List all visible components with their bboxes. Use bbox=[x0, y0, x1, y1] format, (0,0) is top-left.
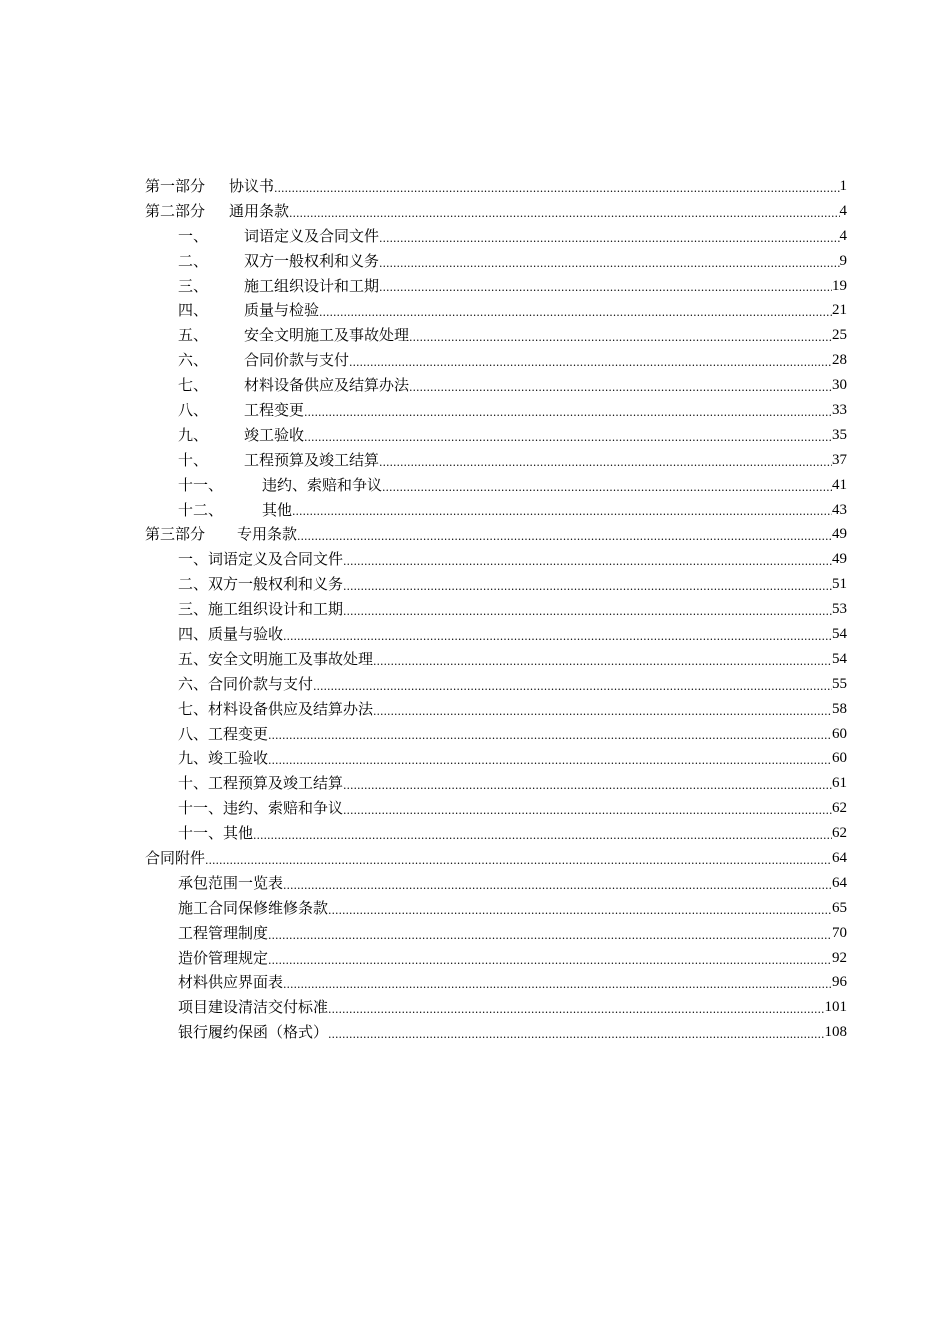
toc-page-number: 62 bbox=[832, 825, 847, 842]
toc-leader bbox=[379, 452, 832, 473]
toc-entry-number: 三、 bbox=[178, 276, 209, 295]
toc-page-number: 30 bbox=[832, 377, 847, 394]
toc-leader bbox=[319, 302, 832, 323]
toc-page-number: 33 bbox=[832, 402, 847, 418]
toc-entry-number: 第三部分 bbox=[145, 525, 206, 544]
toc-page-number: 19 bbox=[832, 277, 847, 294]
toc-entry-title: 六、合同价款与支付 bbox=[178, 674, 314, 693]
toc-entry-title: 项目建设清洁交付标准 bbox=[178, 998, 329, 1017]
toc-entry[interactable] bbox=[145, 373, 847, 398]
toc-page-number: 53 bbox=[832, 601, 847, 618]
toc-entry[interactable] bbox=[145, 1020, 847, 1045]
toc-entry-number: 十、 bbox=[178, 450, 209, 469]
toc-leader bbox=[268, 925, 832, 946]
toc-leader bbox=[373, 651, 832, 672]
toc-page-number: 65 bbox=[832, 899, 847, 916]
toc-entry-title: 词语定义及合同文件 bbox=[244, 226, 380, 245]
toc-leader bbox=[283, 626, 832, 647]
toc-page-number: 51 bbox=[832, 576, 847, 593]
toc-leader bbox=[283, 974, 832, 995]
toc-entry[interactable] bbox=[145, 298, 847, 323]
toc-entry-title: 七、材料设备供应及结算办法 bbox=[178, 699, 374, 718]
toc-leader bbox=[379, 253, 839, 274]
toc-entry[interactable] bbox=[145, 722, 847, 747]
toc-entry-number: 七、 bbox=[178, 376, 209, 395]
toc-page-number: 9 bbox=[839, 252, 847, 269]
toc-entry[interactable] bbox=[145, 498, 847, 523]
toc-entry[interactable] bbox=[145, 597, 847, 622]
toc-entry-title: 合同价款与支付 bbox=[244, 351, 350, 370]
toc-page-number: 62 bbox=[832, 800, 847, 817]
toc-entry-number: 九、 bbox=[178, 425, 209, 444]
toc-entry-title: 四、质量与验收 bbox=[178, 625, 284, 644]
toc-leader bbox=[274, 178, 839, 199]
toc-entry[interactable] bbox=[145, 249, 847, 274]
toc-entry-title: 施工组织设计和工期 bbox=[244, 276, 380, 295]
toc-entry-title: 九、竣工验收 bbox=[178, 749, 269, 768]
toc-entry[interactable] bbox=[145, 224, 847, 249]
toc-page-number: 101 bbox=[824, 999, 847, 1016]
toc-leader bbox=[304, 402, 832, 423]
toc-page-number: 61 bbox=[832, 775, 847, 792]
toc-entry-title: 造价管理规定 bbox=[178, 948, 269, 967]
toc-entry[interactable] bbox=[145, 946, 847, 971]
toc-entry-number: 六、 bbox=[178, 351, 209, 370]
toc-entry[interactable] bbox=[145, 423, 847, 448]
toc-entry-number: 二、 bbox=[178, 251, 209, 270]
toc-page-number: 54 bbox=[832, 650, 847, 667]
toc-entry-title: 银行履约保函（格式） bbox=[178, 1023, 329, 1042]
toc-page-number: 60 bbox=[832, 725, 847, 742]
toc-entry-title: 十一、违约、索赔和争议 bbox=[178, 799, 344, 818]
toc-entry[interactable] bbox=[145, 547, 847, 572]
toc-leader bbox=[205, 850, 832, 871]
toc-leader bbox=[409, 377, 832, 398]
toc-entry-appendix[interactable] bbox=[145, 846, 847, 871]
toc-page-number: 49 bbox=[832, 551, 847, 568]
toc-entry[interactable] bbox=[145, 796, 847, 821]
toc-page-number: 108 bbox=[824, 1024, 847, 1041]
toc-leader bbox=[343, 775, 832, 796]
toc-entry[interactable] bbox=[145, 323, 847, 348]
toc-page-number: 55 bbox=[832, 675, 847, 692]
toc-leader bbox=[268, 950, 832, 971]
toc-leader bbox=[379, 228, 839, 249]
toc-entry[interactable] bbox=[145, 672, 847, 697]
toc-entry-number: 十一、 bbox=[178, 475, 224, 494]
toc-page-number: 70 bbox=[832, 924, 847, 941]
toc-page-number: 4 bbox=[839, 227, 847, 244]
toc-page-number: 92 bbox=[832, 949, 847, 966]
toc-leader bbox=[328, 999, 824, 1020]
toc-entry-title: 安全文明施工及事故处理 bbox=[244, 326, 410, 345]
toc-leader bbox=[253, 825, 832, 846]
toc-page-number: 54 bbox=[832, 626, 847, 643]
toc-page-number: 35 bbox=[832, 426, 847, 443]
toc-entry-title: 工程预算及竣工结算 bbox=[244, 450, 380, 469]
toc-page-number: 25 bbox=[832, 327, 847, 344]
toc-entry-title: 质量与检验 bbox=[244, 301, 320, 320]
toc-entry[interactable] bbox=[145, 871, 847, 896]
toc-leader bbox=[343, 601, 832, 622]
toc-entry-number: 八、 bbox=[178, 401, 209, 419]
toc-entry[interactable] bbox=[145, 448, 847, 473]
toc-entry[interactable] bbox=[145, 971, 847, 996]
toc-leader bbox=[379, 277, 832, 298]
toc-leader bbox=[289, 203, 839, 224]
toc-page-number: 64 bbox=[832, 850, 847, 867]
toc-entry-part1[interactable] bbox=[145, 174, 847, 199]
toc-entry-number: 第二部分 bbox=[145, 201, 206, 220]
toc-entry[interactable] bbox=[145, 771, 847, 796]
toc-entry[interactable] bbox=[145, 697, 847, 722]
toc-entry[interactable] bbox=[145, 622, 847, 647]
toc-leader bbox=[304, 427, 832, 448]
toc-entry[interactable] bbox=[145, 348, 847, 373]
toc-leader bbox=[283, 875, 832, 896]
toc-entry-number: 一、 bbox=[178, 226, 209, 245]
toc-leader bbox=[313, 676, 832, 697]
toc-leader bbox=[268, 750, 832, 771]
toc-leader bbox=[343, 576, 832, 597]
toc-entry-title: 承包范围一览表 bbox=[178, 873, 284, 892]
toc-entry-title: 工程管理制度 bbox=[178, 923, 269, 942]
toc-entry[interactable] bbox=[145, 746, 847, 771]
toc-leader bbox=[292, 501, 832, 522]
toc-leader bbox=[409, 327, 832, 348]
toc-leader bbox=[373, 701, 832, 722]
toc-entry-title: 通用条款 bbox=[229, 201, 290, 220]
toc-entry-title: 合同附件 bbox=[145, 849, 206, 868]
toc-entry-title: 三、施工组织设计和工期 bbox=[178, 600, 344, 619]
toc-entry-title: 十、工程预算及竣工结算 bbox=[178, 774, 344, 793]
toc-entry-title: 工程变更 bbox=[244, 401, 305, 419]
toc-page-number: 49 bbox=[832, 526, 847, 543]
toc-entry[interactable] bbox=[145, 821, 847, 846]
toc-entry-title: 专用条款 bbox=[237, 525, 298, 544]
toc-entry[interactable] bbox=[145, 921, 847, 946]
toc-leader bbox=[328, 1024, 824, 1045]
toc-entry-part3[interactable] bbox=[145, 522, 847, 547]
toc-entry-title: 二、双方一般权利和义务 bbox=[178, 575, 344, 594]
toc-leader bbox=[343, 551, 832, 572]
toc-leader bbox=[297, 526, 832, 547]
toc-leader bbox=[382, 477, 832, 498]
toc-entry-number: 第一部分 bbox=[145, 176, 206, 195]
toc-entry-number: 十二、 bbox=[178, 500, 224, 519]
toc-leader bbox=[328, 900, 832, 921]
toc-leader bbox=[343, 800, 832, 821]
toc-entry[interactable] bbox=[145, 398, 847, 423]
toc-page-number: 43 bbox=[832, 501, 847, 518]
toc-entry[interactable] bbox=[145, 473, 847, 498]
toc-entry[interactable] bbox=[145, 647, 847, 672]
toc-entry-title: 十一、其他 bbox=[178, 824, 254, 843]
table-of-contents bbox=[145, 174, 847, 1045]
toc-entry-title: 协议书 bbox=[229, 176, 275, 195]
toc-entry-title: 双方一般权利和义务 bbox=[244, 251, 380, 270]
toc-entry-title: 竣工验收 bbox=[244, 425, 305, 444]
toc-entry[interactable] bbox=[145, 896, 847, 921]
toc-page-number: 1 bbox=[839, 177, 847, 194]
toc-page-number: 64 bbox=[832, 874, 847, 891]
toc-entry[interactable] bbox=[145, 572, 847, 597]
toc-page-number: 96 bbox=[832, 974, 847, 991]
toc-entry[interactable] bbox=[145, 274, 847, 299]
toc-entry-number: 五、 bbox=[178, 326, 209, 345]
toc-entry-title: 其他 bbox=[262, 500, 293, 519]
toc-page-number: 4 bbox=[839, 202, 847, 219]
toc-entry-title: 材料设备供应及结算办法 bbox=[244, 376, 410, 395]
toc-entry-title: 违约、索赔和争议 bbox=[262, 475, 383, 494]
toc-page-number: 41 bbox=[832, 476, 847, 493]
toc-leader bbox=[349, 352, 832, 373]
toc-page-number: 28 bbox=[832, 352, 847, 369]
toc-entry-title: 施工合同保修维修条款 bbox=[178, 898, 329, 917]
toc-page-number: 21 bbox=[832, 302, 847, 319]
toc-entry-number: 四、 bbox=[178, 301, 209, 320]
toc-page-number: 37 bbox=[832, 451, 847, 468]
toc-page-number: 60 bbox=[832, 750, 847, 767]
toc-entry-title: 五、安全文明施工及事故处理 bbox=[178, 649, 374, 668]
toc-entry-title: 材料供应界面表 bbox=[178, 973, 284, 992]
toc-entry-title: 一、词语定义及合同文件 bbox=[178, 550, 344, 569]
toc-entry[interactable] bbox=[145, 995, 847, 1020]
toc-entry-title: 八、工程变更 bbox=[178, 724, 269, 743]
toc-leader bbox=[268, 725, 832, 746]
toc-page-number: 58 bbox=[832, 700, 847, 717]
toc-entry-part2[interactable] bbox=[145, 199, 847, 224]
